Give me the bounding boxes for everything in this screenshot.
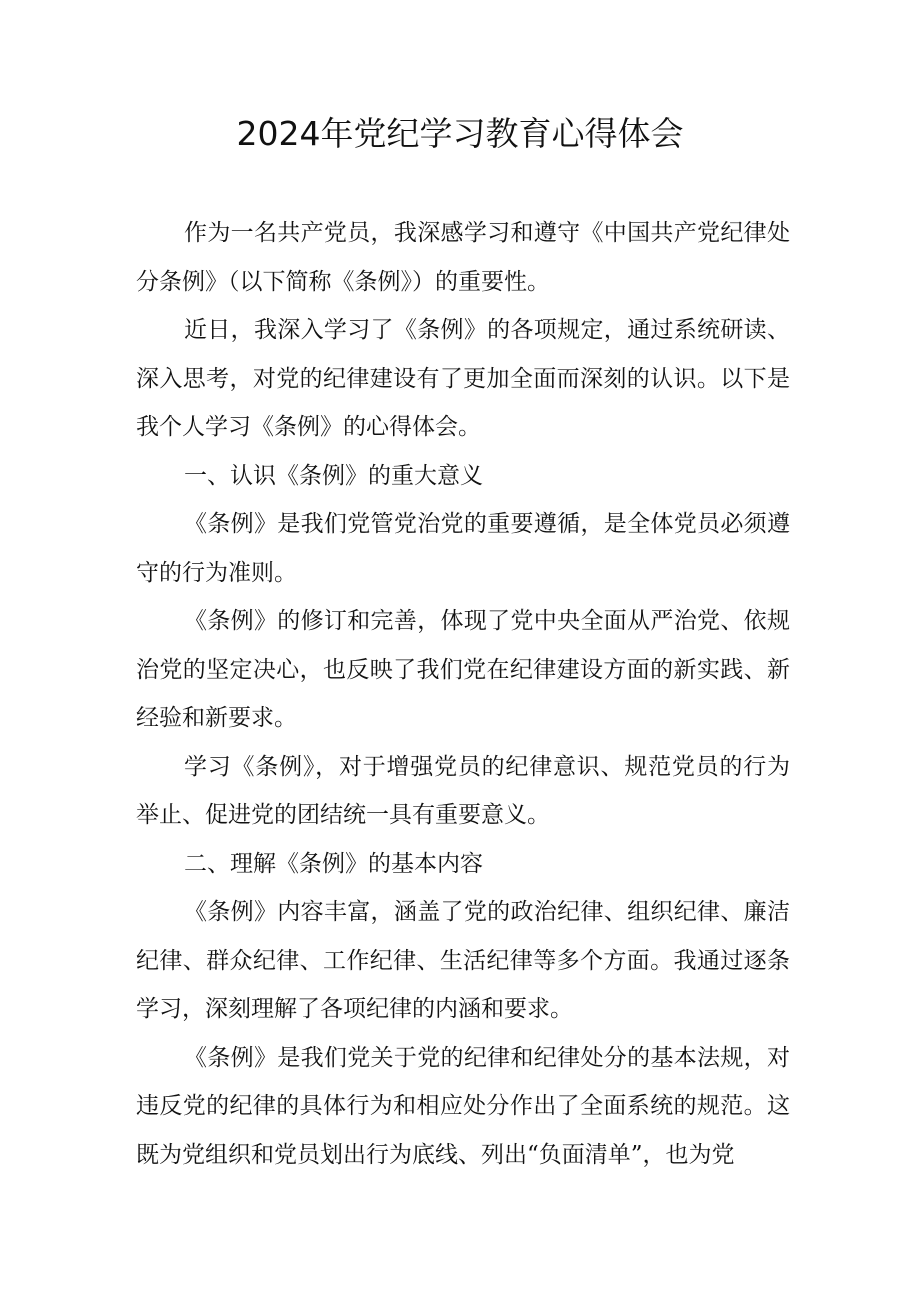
paragraph-learning: 学习《条例》，对于增强党员的纪律意识、规范党员的行为举止、促进党的团结统一具有重要意义。 — [136, 753, 790, 828]
section-heading-1: 一、认识《条例》的重大意义 — [184, 462, 483, 489]
paragraph-study: 近日，我深入学习了《条例》的各项规定，通过系统研读、深入思考，对党的纪律建设有了更加全面而深刻的认识。以下是我个人学习《条例》的心得体会。 — [136, 317, 790, 440]
paragraph-significance: 《条例》是我们党管党治党的重要遵循，是全体党员必须遵守的行为准则。 — [136, 511, 790, 586]
document-title: 2024年党纪学习教育心得体会 — [236, 114, 684, 153]
paragraph-regulation: 《条例》是我们党关于党的纪律和纪律处分的基本法规，对违反党的纪律的具体行为和相应处分作出了全面系统的规范。这既为党组织和党员划出行为底线、列出“负面清单”，也为党 — [136, 1044, 790, 1168]
document-body — [136, 209, 790, 1179]
paragraph-intro: 作为一名共产党员，我深感学习和遵守《中国共产党纪律处分条例》（以下简称《条例》）的重要性。 — [136, 220, 790, 295]
section-heading-2: 二、理解《条例》的基本内容 — [184, 850, 483, 877]
paragraph-content: 《条例》内容丰富，涵盖了党的政治纪律、组织纪律、廉洁纪律、群众纪律、工作纪律、生活纪律等多个方面。我通过逐条学习，深刻理解了各项纪律的内涵和要求。 — [136, 899, 790, 1022]
paragraph-revision: 《条例》的修订和完善，体现了党中央全面从严治党、依规治党的坚定决心，也反映了我们党在纪律建设方面的新实践、新经验和新要求。 — [136, 608, 790, 731]
